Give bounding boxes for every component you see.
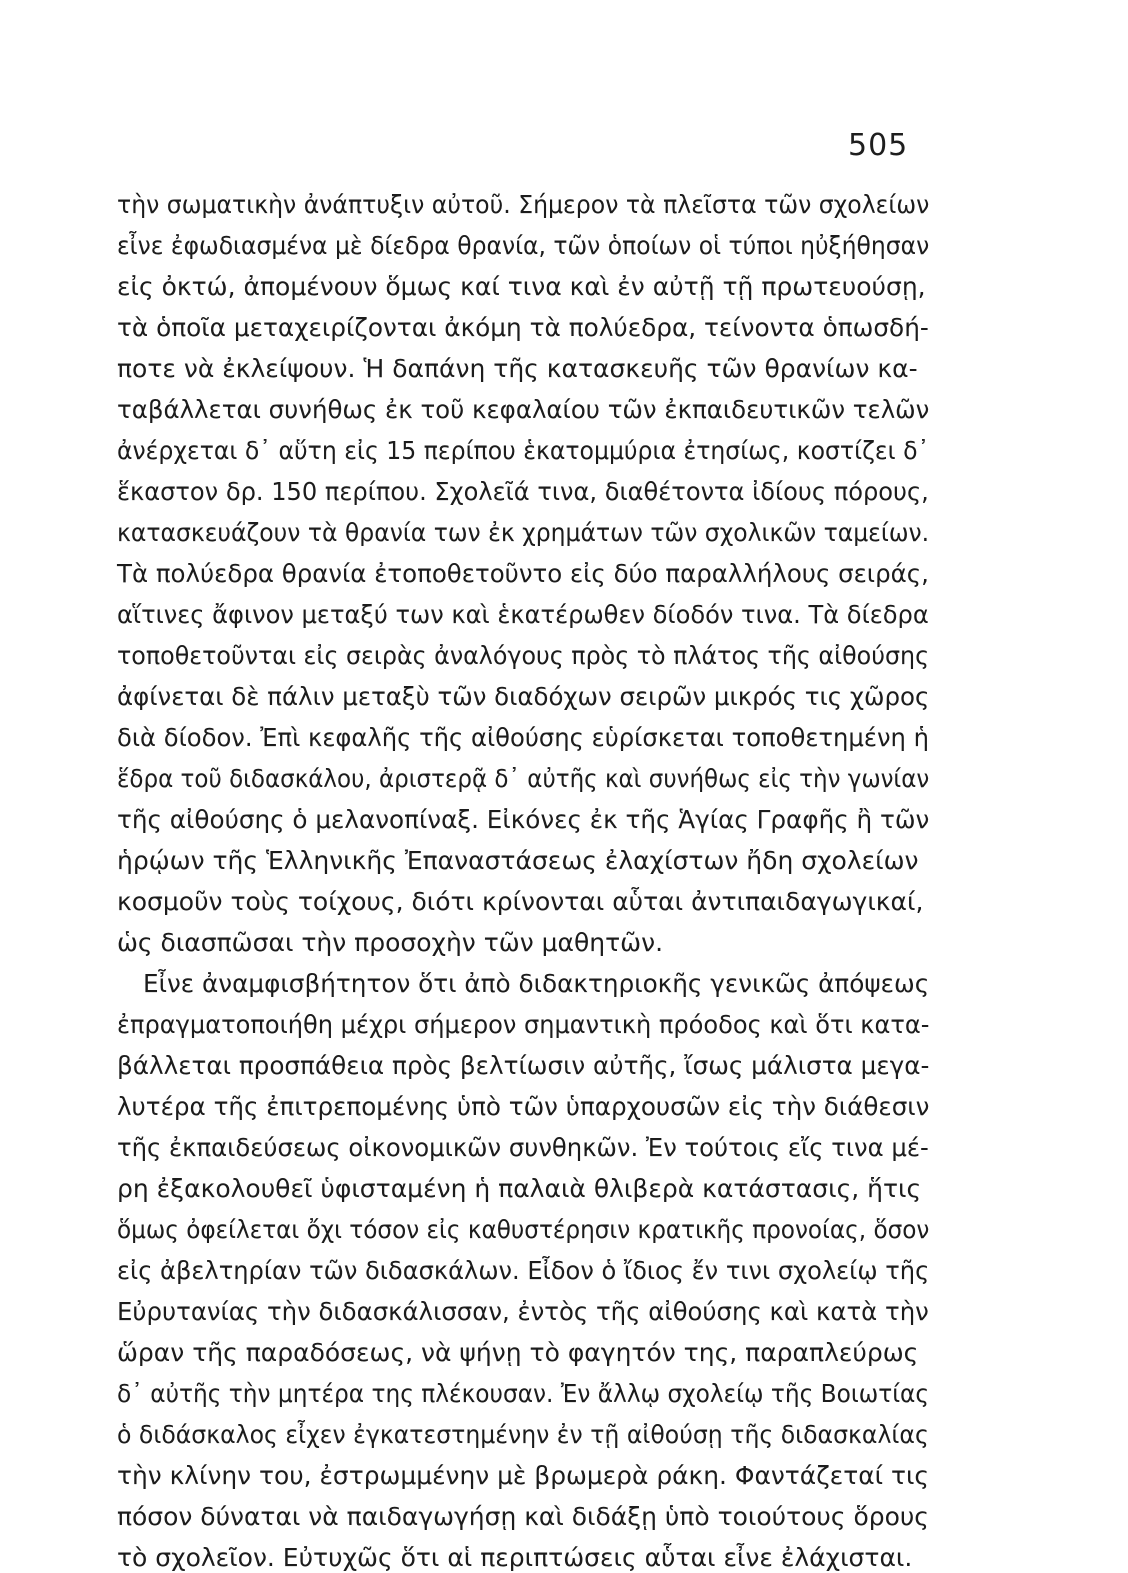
text-line: ποτε νὰ ἐκλείψουν. Ἡ δαπάνη τῆς κατασκευῆς τῶν θρανίων κα- xyxy=(117,354,918,383)
text-line: ἀφίνεται δὲ πάλιν μεταξὺ τῶν διαδόχων σειρῶν μικρός τις χῶρος xyxy=(117,682,930,711)
text-line: λυτέρα τῆς ἐπιτρεπομένης ὑπὸ τῶν ὑπαρχουσῶν εἰς τὴν διάθεσιν xyxy=(117,1092,930,1121)
text-line: τὴν σωματικὴν ἀνάπτυξιν αὐτοῦ. Σήμερον τὰ πλεῖστα τῶν σχολείων xyxy=(117,190,930,219)
text-line: Τὰ πολύεδρα θρανία ἐτοποθετοῦντο εἰς δύο παραλλήλους σειράς, xyxy=(117,559,929,588)
text-line: τὸ σχολεῖον. Εὐτυχῶς ὅτι αἱ περιπτώσεις αὗται εἶνε ἐλάχισται. xyxy=(117,1543,913,1572)
text-line: εἰς ἀβελτηρίαν τῶν διδασκάλων. Εἶδον ὁ ἴδιος ἔν τινι σχολείῳ τῆς xyxy=(117,1256,930,1285)
text-line: ὁ διδάσκαλος εἶχεν ἐγκατεστημένην ἐν τῇ αἰθούσῃ τῆς διδασκαλίας xyxy=(117,1420,929,1449)
text-line: τὴν κλίνην του, ἐστρωμμένην μὲ βρωμερὰ ράκη. Φαντάζεταί τις xyxy=(117,1461,930,1490)
text-line: ὅμως ὀφείλεται ὄχι τόσον εἰς καθυστέρησιν κρατικῆς προνοίας, ὅσον xyxy=(117,1215,930,1244)
text-line: πόσον δύναται νὰ παιδαγωγήσῃ καὶ διδάξῃ ὑπὸ τοιούτους ὅρους xyxy=(117,1502,929,1531)
text-line: ἐπραγματοποιήθη μέχρι σήμερον σημαντικὴ πρόοδος καὶ ὅτι κατα- xyxy=(117,1010,930,1039)
text-line: εἶνε ἐφωδιασμένα μὲ δίεδρα θρανία, τῶν ὁποίων οἱ τύποι ηὐξήθησαν xyxy=(117,231,930,260)
text-line: ἕκαστον δρ. 150 περίπου. Σχολεῖά τινα, διαθέτοντα ἰδίους πόρους, xyxy=(117,477,929,506)
page-number: 505 xyxy=(848,128,909,163)
text-line: ὥραν τῆς παραδόσεως, νὰ ψήνῃ τὸ φαγητόν της, παραπλεύρως xyxy=(117,1338,919,1367)
text-line: δ᾽ αὐτῆς τὴν μητέρα της πλέκουσαν. Ἐν ἄλλῳ σχολείῳ τῆς Βοιωτίας xyxy=(117,1379,930,1408)
text-line: ρη ἐξακολουθεῖ ὑφισταμένη ἡ παλαιὰ θλιβερὰ κατάστασις, ἥτις xyxy=(117,1174,922,1203)
text-line: βάλλεται προσπάθεια πρὸς βελτίωσιν αὐτῆς, ἴσως μάλιστα μεγα- xyxy=(117,1051,930,1080)
text-line: κοσμοῦν τοὺς τοίχους, διότι κρίνονται αὗται ἀντιπαιδαγωγικαί, xyxy=(117,887,924,916)
text-line: τῆς αἰθούσης ὁ μελανοπίναξ. Εἰκόνες ἐκ τῆς Ἁγίας Γραφῆς ἢ τῶν xyxy=(117,805,930,834)
text-line: εἰς ὀκτώ, ἀπομένουν ὅμως καί τινα καὶ ἐν αὐτῇ τῇ πρωτευούσῃ, xyxy=(117,272,926,301)
text-line: ἡρῴων τῆς Ἑλληνικῆς Ἐπαναστάσεως ἐλαχίστων ἤδη σχολείων xyxy=(117,846,919,875)
text-line: ἀνέρχεται δ᾽ αὕτη εἰς 15 περίπου ἑκατομμύρια ἐτησίως, κοστίζει δ᾽ xyxy=(117,436,930,465)
text-line: τὰ ὁποῖα μεταχειρίζονται ἀκόμη τὰ πολύεδρα, τείνοντα ὁπωσδή- xyxy=(117,313,929,342)
text-line: τῆς ἐκπαιδεύσεως οἰκονομικῶν συνθηκῶν. Ἐν τούτοις εἴς τινα μέ- xyxy=(117,1133,929,1162)
text-line: Εὐρυτανίας τὴν διδασκάλισσαν, ἐντὸς τῆς αἰθούσης καὶ κατὰ τὴν xyxy=(117,1297,929,1326)
text-line: ταβάλλεται συνήθως ἐκ τοῦ κεφαλαίου τῶν ἐκπαιδευτικῶν τελῶν xyxy=(117,395,930,424)
text-line-indented: Εἶνε ἀναμφισβήτητον ὅτι ἀπὸ διδακτηριοκῆς γενικῶς ἀπόψεως xyxy=(143,969,930,998)
text-line: τοποθετοῦνται εἰς σειρὰς ἀναλόγους πρὸς τὸ πλάτος τῆς αἰθούσης xyxy=(117,641,930,670)
text-line: διὰ δίοδον. Ἐπὶ κεφαλῆς τῆς αἰθούσης εὑρίσκεται τοποθετημένη ἡ xyxy=(117,723,929,752)
text-line: αἵτινες ἄφινον μεταξύ των καὶ ἑκατέρωθεν δίοδόν τινα. Τὰ δίεδρα xyxy=(117,600,929,629)
text-line: ὡς διασπῶσαι τὴν προσοχὴν τῶν μαθητῶν. xyxy=(117,928,664,957)
text-line: κατασκευάζουν τὰ θρανία των ἐκ χρημάτων τῶν σχολικῶν ταμείων. xyxy=(117,518,930,547)
text-line: ἕδρα τοῦ διδασκάλου, ἀριστερᾷ δ᾽ αὐτῆς καὶ συνήθως εἰς τὴν γωνίαν xyxy=(117,764,930,793)
